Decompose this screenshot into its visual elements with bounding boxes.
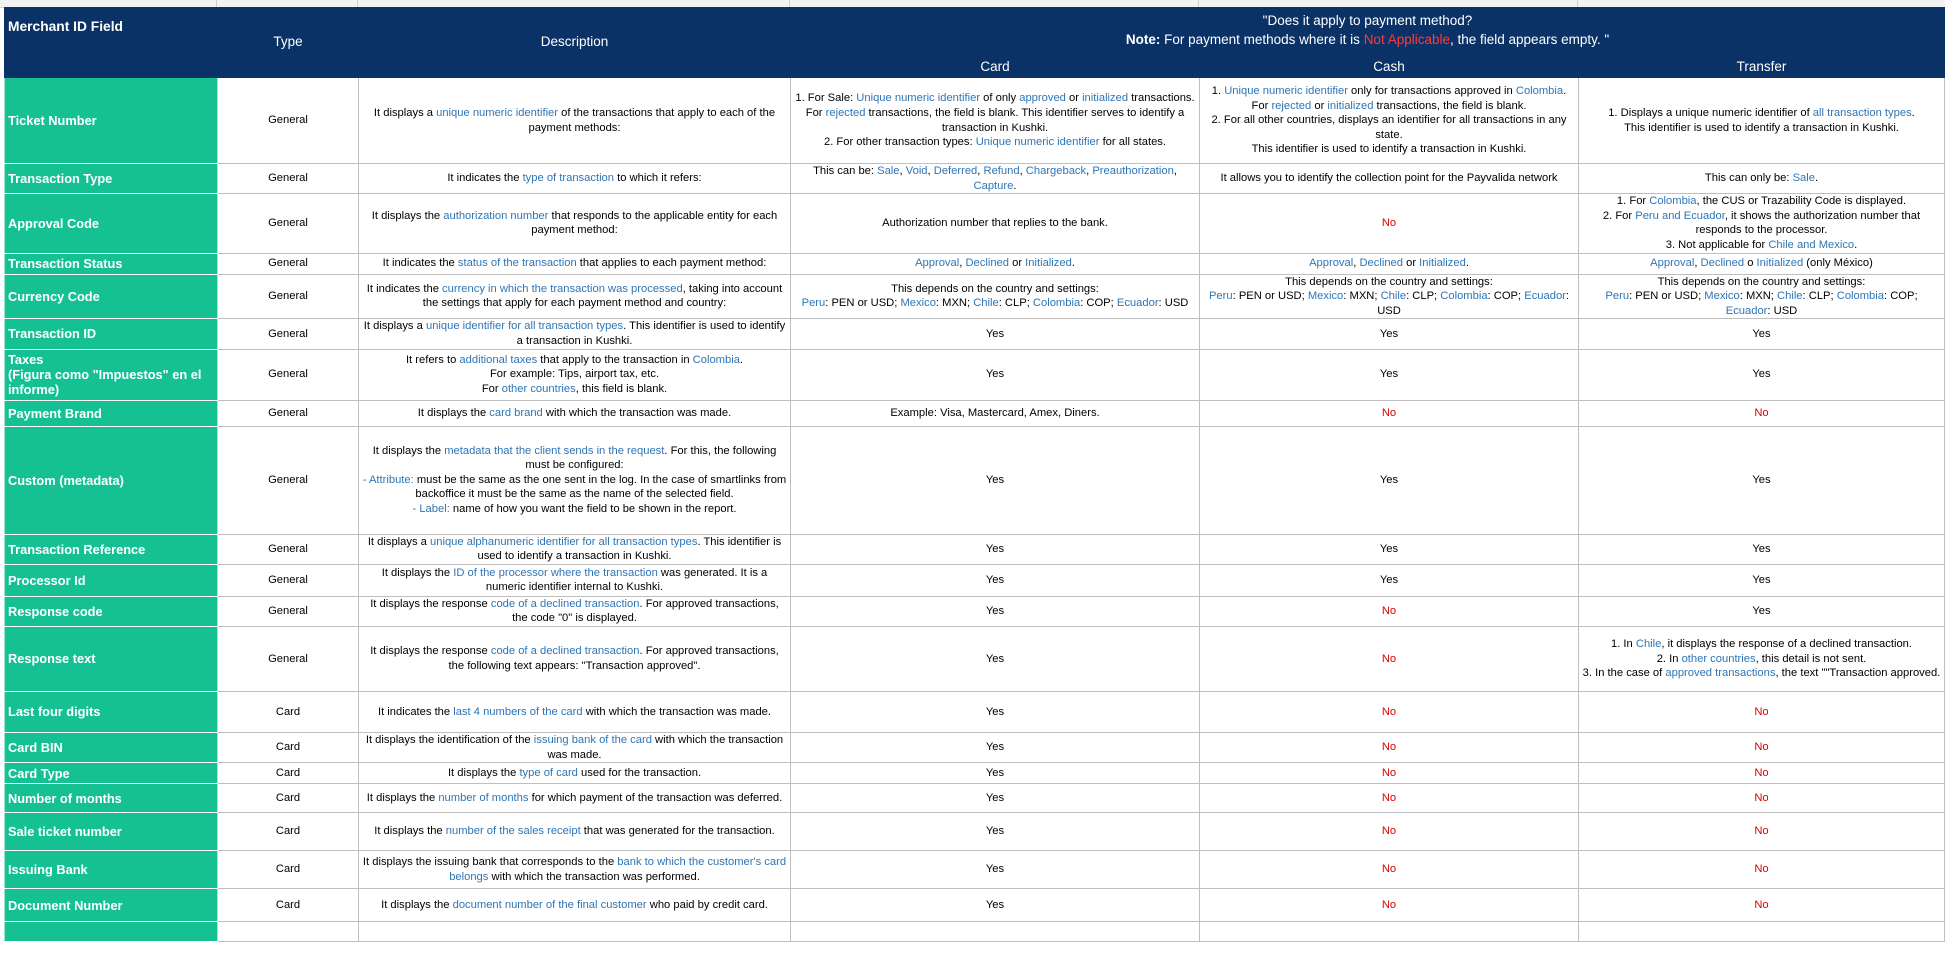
header-card[interactable]: Card bbox=[791, 57, 1200, 78]
cell-cash[interactable]: No bbox=[1200, 784, 1579, 813]
cell-card[interactable]: Yes bbox=[791, 626, 1200, 691]
cell-type[interactable]: Card bbox=[218, 784, 359, 813]
cell-transfer[interactable] bbox=[1579, 922, 1945, 942]
cell-card[interactable]: Approval, Declined or Initialized. bbox=[791, 253, 1200, 274]
cell-field-name[interactable]: Custom (metadata) bbox=[5, 426, 218, 534]
cell-type[interactable]: Card bbox=[218, 889, 359, 922]
cell-type[interactable]: General bbox=[218, 400, 359, 426]
cell-field-name[interactable]: Issuing Bank bbox=[5, 851, 218, 889]
cell-card[interactable] bbox=[791, 922, 1200, 942]
cell-type[interactable]: General bbox=[218, 534, 359, 564]
cell-card[interactable]: Yes bbox=[791, 813, 1200, 851]
cell-card[interactable]: Yes bbox=[791, 319, 1200, 349]
cell-type[interactable]: General bbox=[218, 253, 359, 274]
cell-card[interactable]: Authorization number that replies to the bank. bbox=[791, 194, 1200, 253]
table-row bbox=[5, 691, 1945, 732]
table-row bbox=[5, 922, 1945, 942]
table-row bbox=[5, 349, 1945, 400]
cell-type[interactable]: General bbox=[218, 274, 359, 319]
cell-cash[interactable]: It allows you to identify the collection point for the Payvalida network bbox=[1200, 164, 1579, 194]
cell-description[interactable]: It displays the number of months for which payment of the transaction was deferred. bbox=[359, 784, 791, 813]
cell-transfer[interactable]: Approval, Declined o Initialized (only México) bbox=[1579, 253, 1945, 274]
cell-description[interactable]: It displays the metadata that the client sends in the request. For this, the following must be configured: - Attribute: must be the same as the one sent in the log. In the case of smartlinks from backoffice it must be the same as the name of the selected field. - Label: name of how you want the field to be shown in the report. bbox=[359, 426, 791, 534]
cell-card[interactable]: Yes bbox=[791, 851, 1200, 889]
cell-transfer[interactable]: This depends on the country and settings: Peru: PEN or USD; Mexico: MXN; Chile: CLP; Colombia: COP; Ecuador: USD bbox=[1579, 274, 1945, 319]
cell-card[interactable]: Yes bbox=[791, 763, 1200, 784]
cell-field-name[interactable]: Response text bbox=[5, 626, 218, 691]
cell-description[interactable]: It indicates the last 4 numbers of the card with which the transaction was made. bbox=[359, 691, 791, 732]
cell-field-name[interactable]: Number of months bbox=[5, 784, 218, 813]
cell-transfer[interactable]: Yes bbox=[1579, 534, 1945, 564]
cell-description[interactable]: It displays the number of the sales receipt that was generated for the transaction. bbox=[359, 813, 791, 851]
cell-field-name[interactable]: Card BIN bbox=[5, 732, 218, 762]
cell-cash[interactable]: Yes bbox=[1200, 534, 1579, 564]
cell-type[interactable]: General bbox=[218, 319, 359, 349]
cell-transfer[interactable]: 1. For Colombia, the CUS or Trazability Code is displayed. 2. For Peru and Ecuador, it shows the authorization number that responds to the processor. 3. Not applicable for Chile and Mexico. bbox=[1579, 194, 1945, 253]
cell-card[interactable]: Yes bbox=[791, 564, 1200, 596]
cell-type[interactable]: General bbox=[218, 164, 359, 194]
cell-cash[interactable]: Yes bbox=[1200, 426, 1579, 534]
cell-description[interactable]: It displays a unique numeric identifier of the transactions that apply to each of the payment methods: bbox=[359, 78, 791, 164]
cell-description[interactable]: It displays the card brand with which the transaction was made. bbox=[359, 400, 791, 426]
table-row bbox=[5, 596, 1945, 626]
cell-type[interactable]: Card bbox=[218, 813, 359, 851]
cell-type[interactable]: General bbox=[218, 564, 359, 596]
cell-type[interactable]: Card bbox=[218, 732, 359, 762]
cell-cash[interactable]: No bbox=[1200, 626, 1579, 691]
cell-card[interactable]: Yes bbox=[791, 732, 1200, 762]
cell-field-name[interactable]: Last four digits bbox=[5, 691, 218, 732]
cell-description[interactable]: It displays the type of card used for the transaction. bbox=[359, 763, 791, 784]
cell-type[interactable]: General bbox=[218, 426, 359, 534]
cell-card[interactable]: 1. For Sale: Unique numeric identifier of only approved or initialized transactions. For rejected transactions, the field is blank. This identifier serves to identify a transaction in Kushki. 2. For other transaction types: Unique numeric identifier for all states. bbox=[791, 78, 1200, 164]
cell-cash[interactable]: Yes bbox=[1200, 564, 1579, 596]
cell-cash[interactable]: This depends on the country and settings: Peru: PEN or USD; Mexico: MXN; Chile: CLP; Colombia: COP; Ecuador: USD bbox=[1200, 274, 1579, 319]
cell-cash[interactable]: No bbox=[1200, 763, 1579, 784]
table-row bbox=[5, 889, 1945, 922]
cell-field-name[interactable]: Transaction Type bbox=[5, 164, 218, 194]
cell-type[interactable]: General bbox=[218, 626, 359, 691]
cell-type[interactable]: General bbox=[218, 194, 359, 253]
table-row bbox=[5, 426, 1945, 534]
cell-transfer[interactable]: No bbox=[1579, 763, 1945, 784]
header-merchant-id-field[interactable]: Merchant ID Field bbox=[5, 8, 218, 78]
cell-type[interactable]: Card bbox=[218, 763, 359, 784]
cell-field-name[interactable] bbox=[5, 922, 218, 942]
cell-transfer[interactable]: Yes bbox=[1579, 349, 1945, 400]
cell-card[interactable]: Yes bbox=[791, 889, 1200, 922]
cell-transfer[interactable]: No bbox=[1579, 691, 1945, 732]
question-text: "Does it apply to payment method? bbox=[1262, 13, 1473, 28]
cell-field-name[interactable]: Transaction Reference bbox=[5, 534, 218, 564]
cell-field-name[interactable]: Transaction Status bbox=[5, 253, 218, 274]
table-row bbox=[5, 534, 1945, 564]
merchant-fields-table bbox=[4, 7, 1945, 942]
cell-field-name[interactable]: Currency Code bbox=[5, 274, 218, 319]
table-row bbox=[5, 400, 1945, 426]
cell-transfer[interactable]: Yes bbox=[1579, 426, 1945, 534]
cell-type[interactable]: General bbox=[218, 596, 359, 626]
cell-field-name[interactable]: Ticket Number bbox=[5, 78, 218, 164]
table-row bbox=[5, 851, 1945, 889]
cell-transfer[interactable]: No bbox=[1579, 889, 1945, 922]
cell-description[interactable]: It displays the response code of a declined transaction. For approved transactions, the following text appears: "Transaction approved". bbox=[359, 626, 791, 691]
table-row bbox=[5, 274, 1945, 319]
cell-description[interactable]: It displays the document number of the final customer who paid by credit card. bbox=[359, 889, 791, 922]
table-row bbox=[5, 194, 1945, 253]
cell-cash[interactable]: Yes bbox=[1200, 319, 1579, 349]
cell-type[interactable]: General bbox=[218, 78, 359, 164]
cell-transfer[interactable]: Yes bbox=[1579, 564, 1945, 596]
cell-cash[interactable]: Approval, Declined or Initialized. bbox=[1200, 253, 1579, 274]
cell-cash[interactable]: Yes bbox=[1200, 349, 1579, 400]
cell-field-name[interactable]: Response code bbox=[5, 596, 218, 626]
table-row bbox=[5, 253, 1945, 274]
cell-card[interactable]: Yes bbox=[791, 534, 1200, 564]
not-applicable-text: Not Applicable bbox=[1363, 32, 1450, 47]
cell-card[interactable]: Yes bbox=[791, 596, 1200, 626]
cell-description[interactable]: It refers to additional taxes that apply to the transaction in Colombia. For example: Tips, airport tax, etc. For other countries, this field is blank. bbox=[359, 349, 791, 400]
header-description[interactable]: Description bbox=[359, 8, 791, 78]
cell-card[interactable]: This can be: Sale, Void, Deferred, Refund, Chargeback, Preauthorization, Capture. bbox=[791, 164, 1200, 194]
table-row bbox=[5, 164, 1945, 194]
table-row bbox=[5, 564, 1945, 596]
cell-cash[interactable]: No bbox=[1200, 889, 1579, 922]
table-row bbox=[5, 813, 1945, 851]
cell-transfer[interactable]: 1. Displays a unique numeric identifier of all transaction types. This identifier is used to identify a transaction in Kushki. bbox=[1579, 78, 1945, 164]
cell-transfer[interactable]: This can only be: Sale. bbox=[1579, 164, 1945, 194]
cell-description[interactable]: It displays a unique alphanumeric identifier for all transaction types. This identifier is used to identify a transaction in Kushki. bbox=[359, 534, 791, 564]
cell-card[interactable]: Yes bbox=[791, 784, 1200, 813]
cell-field-name[interactable]: Approval Code bbox=[5, 194, 218, 253]
cell-card[interactable]: This depends on the country and settings: Peru: PEN or USD; Mexico: MXN; Chile: CLP; Colombia: COP; Ecuador: USD bbox=[791, 274, 1200, 319]
cell-cash[interactable] bbox=[1200, 922, 1579, 942]
cell-field-name[interactable]: Document Number bbox=[5, 889, 218, 922]
header-type[interactable]: Type bbox=[218, 8, 359, 78]
cell-transfer[interactable]: Yes bbox=[1579, 319, 1945, 349]
cell-transfer[interactable]: No bbox=[1579, 400, 1945, 426]
cell-cash[interactable]: No bbox=[1200, 596, 1579, 626]
cell-description[interactable]: It displays the authorization number that responds to the applicable entity for each payment method: bbox=[359, 194, 791, 253]
cell-field-name[interactable]: Payment Brand bbox=[5, 400, 218, 426]
cell-description[interactable]: It displays the ID of the processor where the transaction was generated. It is a numeric identifier internal to Kushki. bbox=[359, 564, 791, 596]
cell-cash[interactable]: No bbox=[1200, 194, 1579, 253]
header-transfer[interactable]: Transfer bbox=[1579, 57, 1945, 78]
cell-description[interactable]: It displays a unique identifier for all transaction types. This identifier is used to identify a transaction in Kushki. bbox=[359, 319, 791, 349]
cell-type[interactable]: General bbox=[218, 349, 359, 400]
cell-description[interactable]: It displays the response code of a declined transaction. For approved transactions, the code "0" is displayed. bbox=[359, 596, 791, 626]
cell-description[interactable]: It indicates the type of transaction to which it refers: bbox=[359, 164, 791, 194]
cell-card[interactable]: Example: Visa, Mastercard, Amex, Diners. bbox=[791, 400, 1200, 426]
cell-description[interactable]: It displays the identification of the issuing bank of the card with which the transaction was made. bbox=[359, 732, 791, 762]
table-row bbox=[5, 763, 1945, 784]
cell-cash[interactable]: No bbox=[1200, 691, 1579, 732]
cell-field-name[interactable]: Transaction ID bbox=[5, 319, 218, 349]
cell-field-name[interactable]: Sale ticket number bbox=[5, 813, 218, 851]
cell-type[interactable]: Card bbox=[218, 691, 359, 732]
table-row bbox=[5, 784, 1945, 813]
cell-field-name[interactable]: Card Type bbox=[5, 763, 218, 784]
header-payment-method-question[interactable] bbox=[791, 8, 1945, 57]
cell-type[interactable] bbox=[218, 922, 359, 942]
table-row bbox=[5, 319, 1945, 349]
note-text: Note: For payment methods where it is Not Applicable, the field appears empty. " bbox=[1125, 32, 1610, 47]
cell-card[interactable]: Yes bbox=[791, 691, 1200, 732]
table-row bbox=[5, 626, 1945, 691]
cell-transfer[interactable]: No bbox=[1579, 813, 1945, 851]
cell-type[interactable]: Card bbox=[218, 851, 359, 889]
cell-description[interactable]: It displays the issuing bank that corresponds to the bank to which the customer's card belongs with which the transaction was performed. bbox=[359, 851, 791, 889]
cell-field-name[interactable]: Processor Id bbox=[5, 564, 218, 596]
table-row bbox=[5, 78, 1945, 164]
cell-field-name[interactable]: Taxes (Figura como "Impuestos" en el informe) bbox=[5, 349, 218, 400]
cell-cash[interactable]: No bbox=[1200, 851, 1579, 889]
cell-transfer[interactable]: Yes bbox=[1579, 596, 1945, 626]
cell-description[interactable]: It indicates the currency in which the transaction was processed, taking into account the settings that apply for each payment method and country: bbox=[359, 274, 791, 319]
cell-cash[interactable]: No bbox=[1200, 400, 1579, 426]
cell-description[interactable] bbox=[359, 922, 791, 942]
cell-transfer[interactable]: No bbox=[1579, 732, 1945, 762]
cell-cash[interactable]: 1. Unique numeric identifier only for transactions approved in Colombia. For rejected or initialized transactions, the field is blank. 2. For all other countries, displays an identifier for all transactions in any state. This identifier is used to identify a transaction in Kushki. bbox=[1200, 78, 1579, 164]
cell-transfer[interactable]: No bbox=[1579, 851, 1945, 889]
header-cash[interactable]: Cash bbox=[1200, 57, 1579, 78]
table-row bbox=[5, 732, 1945, 762]
cell-card[interactable]: Yes bbox=[791, 426, 1200, 534]
cell-description[interactable]: It indicates the status of the transaction that applies to each payment method: bbox=[359, 253, 791, 274]
cell-transfer[interactable]: 1. In Chile, it displays the response of a declined transaction. 2. In other countries, this detail is not sent. 3. In the case of approved transactions, the text ""Transaction approved. bbox=[1579, 626, 1945, 691]
cell-cash[interactable]: No bbox=[1200, 732, 1579, 762]
cell-cash[interactable]: No bbox=[1200, 813, 1579, 851]
cell-transfer[interactable]: No bbox=[1579, 784, 1945, 813]
cell-card[interactable]: Yes bbox=[791, 349, 1200, 400]
